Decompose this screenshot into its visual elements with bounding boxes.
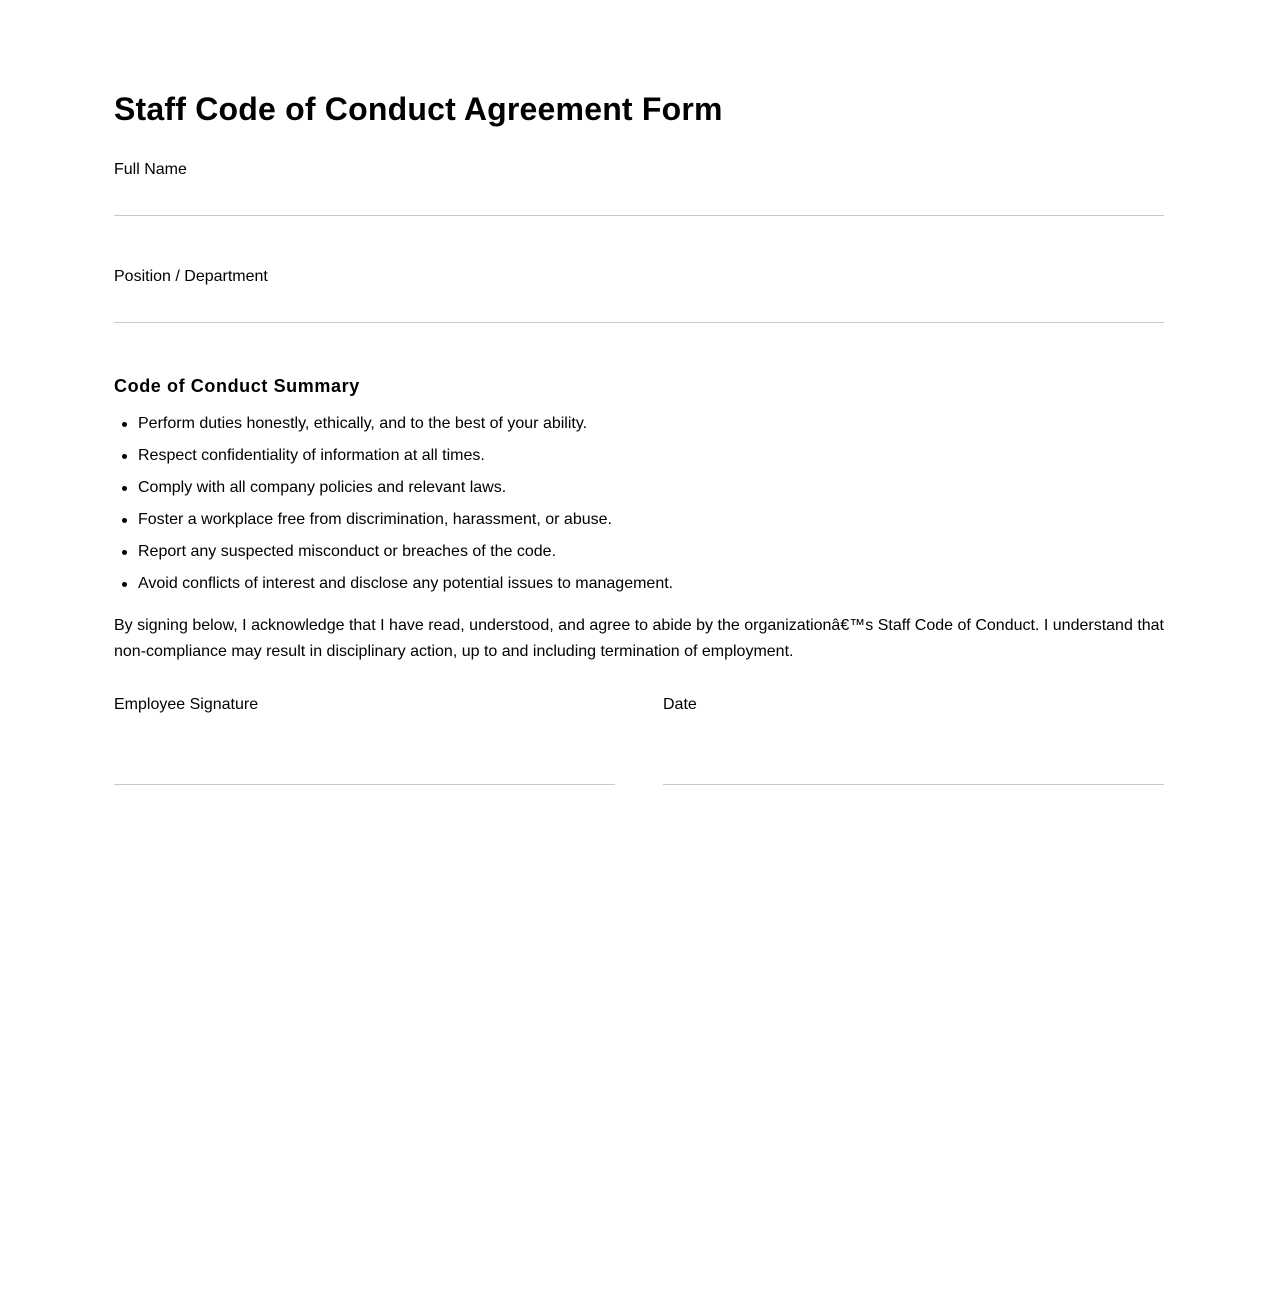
list-item xyxy=(114,542,673,574)
list-item-text: Perform duties honestly, ethically, and to the best of your ability. xyxy=(138,415,588,432)
list-item-text: Avoid conflicts of interest and disclose any potential issues to management. xyxy=(138,575,674,592)
list-item xyxy=(114,510,673,542)
list-item-text: Foster a workplace free from discrimination, harassment, or abuse. xyxy=(138,511,612,528)
list-item xyxy=(114,574,673,606)
position-department-underline xyxy=(114,322,1164,323)
list-item-text: Respect confidentiality of information at all times. xyxy=(138,447,485,464)
date-input[interactable] xyxy=(663,755,1164,783)
bullet-icon xyxy=(122,454,127,459)
position-department-input[interactable] xyxy=(114,293,1164,321)
list-item-text: Comply with all company policies and relevant laws. xyxy=(138,479,507,496)
list-item xyxy=(114,414,673,446)
bullet-icon xyxy=(122,486,127,491)
list-item-text: Report any suspected misconduct or breaches of the code. xyxy=(138,543,557,560)
signature-label: Employee Signature xyxy=(114,696,259,713)
acknowledgement-text: By signing below, I acknowledge that I have read, understood, and agree to abide by the organizationâ€™s Staff Code of Conduct. I understand that non-compliance may result in disciplinary action, up to and including termination of employment. xyxy=(114,617,1164,660)
date-label: Date xyxy=(663,696,697,713)
position-department-label: Position / Department xyxy=(114,268,268,285)
full-name-input[interactable] xyxy=(114,186,1164,214)
full-name-label: Full Name xyxy=(114,161,187,178)
summary-list xyxy=(114,414,673,606)
signature-input[interactable] xyxy=(114,755,615,783)
bullet-icon xyxy=(122,422,127,427)
bullet-icon xyxy=(122,582,127,587)
full-name-underline xyxy=(114,215,1164,216)
list-item xyxy=(114,446,673,478)
list-item xyxy=(114,478,673,510)
date-underline xyxy=(663,784,1164,785)
bullet-icon xyxy=(122,550,127,555)
page-title: Staff Code of Conduct Agreement Form xyxy=(114,91,723,127)
summary-heading: Code of Conduct Summary xyxy=(114,376,360,396)
bullet-icon xyxy=(122,518,127,523)
signature-underline xyxy=(114,784,615,785)
